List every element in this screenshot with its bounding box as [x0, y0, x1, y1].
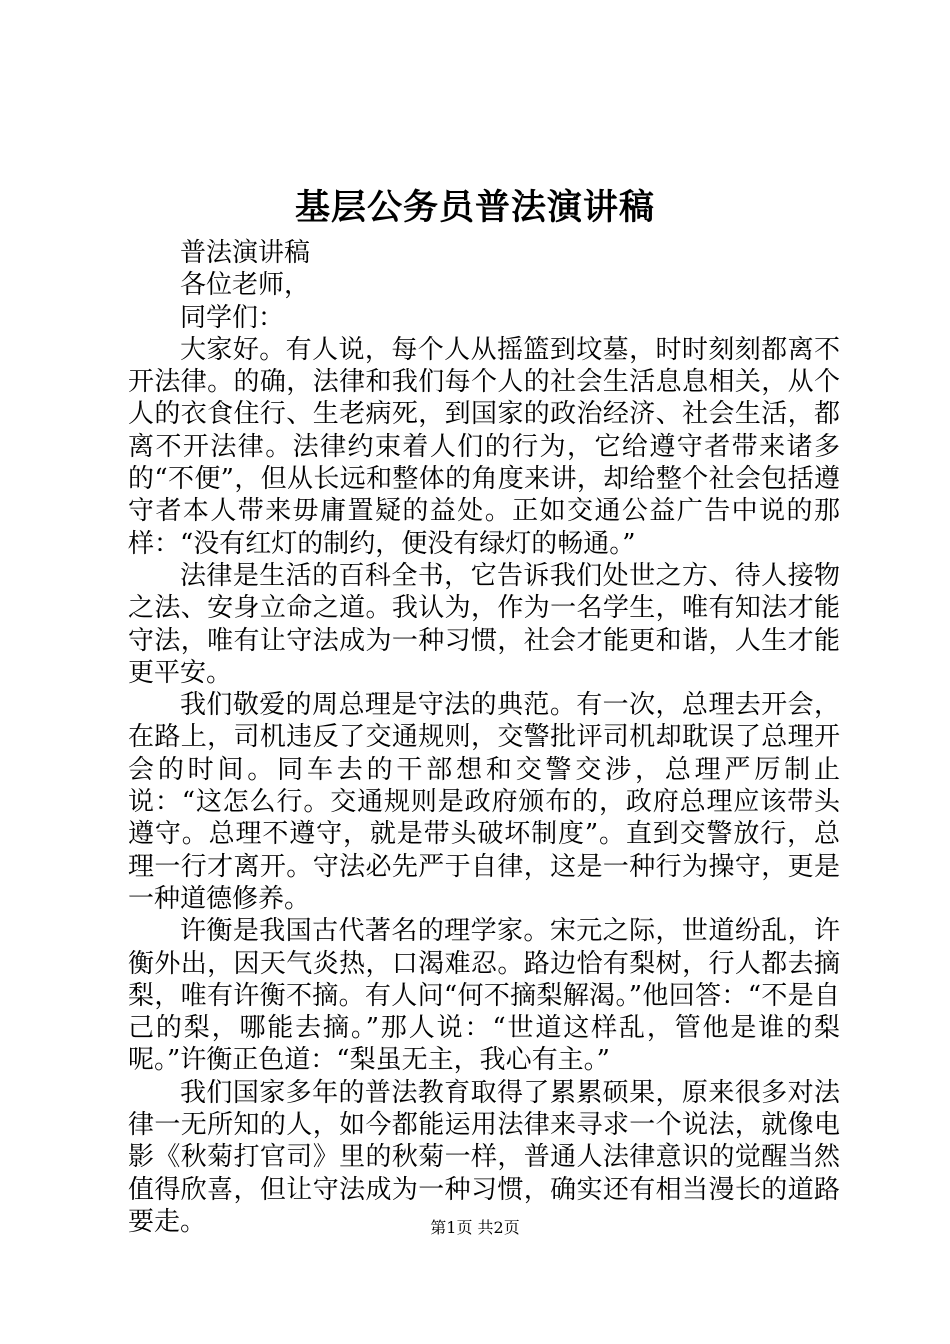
paragraph-intro: 大家好。有人说，每个人从摇篮到坟墓，时时刻刻都离不开法律。的确，法律和我们每个人的社会生活息息相关，从个人的衣食住行、生老病死，到国家的政治经济、社会生活，都离不开法律。法律约束着人们的行为，它给遵守者带来诸多的“不便”，但从长远和整体的角度来讲，却给整个社会包括遵守者本人带来毋庸置疑的益处。正如交通公益广告中说的那样：“没有红灯的制约，便没有绿灯的畅通。”	[128, 334, 840, 559]
paragraph-xu-heng: 许衡是我国古代著名的理学家。宋元之际，世道纷乱，许衡外出，因天气炎热，口渴难忍。路边恰有梨树，行人都去摘梨，唯有许衡不摘。有人问“何不摘梨解渴。”他回答：“不是自己的梨，哪能去摘。”那人说：“世道这样乱，管他是谁的梨呢。”许衡正色道：“梨虽无主，我心有主。”	[128, 916, 840, 1076]
paragraph-salutation-students: 同学们：	[180, 302, 285, 333]
paragraph-salutation-teachers: 各位老师，	[180, 270, 311, 301]
document-body	[128, 237, 840, 1238]
page-footer: 第1页 共2页	[430, 1218, 520, 1237]
paragraph-heading: 普法演讲稿	[180, 238, 311, 268]
document-title: 基层公务员普法演讲稿	[294, 187, 655, 228]
paragraph-premier-zhou: 我们敬爱的周总理是守法的典范。有一次，总理去开会，在路上，司机违反了交通规则，交警批评司机却耽误了总理开会的时间。同车去的干部想和交警交涉，总理严厉制止说：“这怎么行。交通规则是政府颁布的，政府总理应该带头遵守。总理不遵守，就是带头破坏制度”。直到交警放行，总理一行才离开。守法必先严于自律，这是一种行为操守，更是一种道德修养。	[128, 690, 840, 914]
paragraph-legal-education: 我们国家多年的普法教育取得了累累硕果，原来很多对法律一无所知的人，如今都能运用法律来寻求一个说法，就像电影《秋菊打官司》里的秋菊一样，普通人法律意识的觉醒当然值得欣喜，但让守法成为一种习惯，确实还有相当漫长的道路要走。	[128, 1077, 840, 1237]
paragraph-law-encyclopedia: 法律是生活的百科全书，它告诉我们处世之方、待人接物之法、安身立命之道。我认为，作为一名学生，唯有知法才能守法，唯有让守法成为一种习惯，社会才能更和谐，人生才能更平安。	[128, 560, 840, 688]
